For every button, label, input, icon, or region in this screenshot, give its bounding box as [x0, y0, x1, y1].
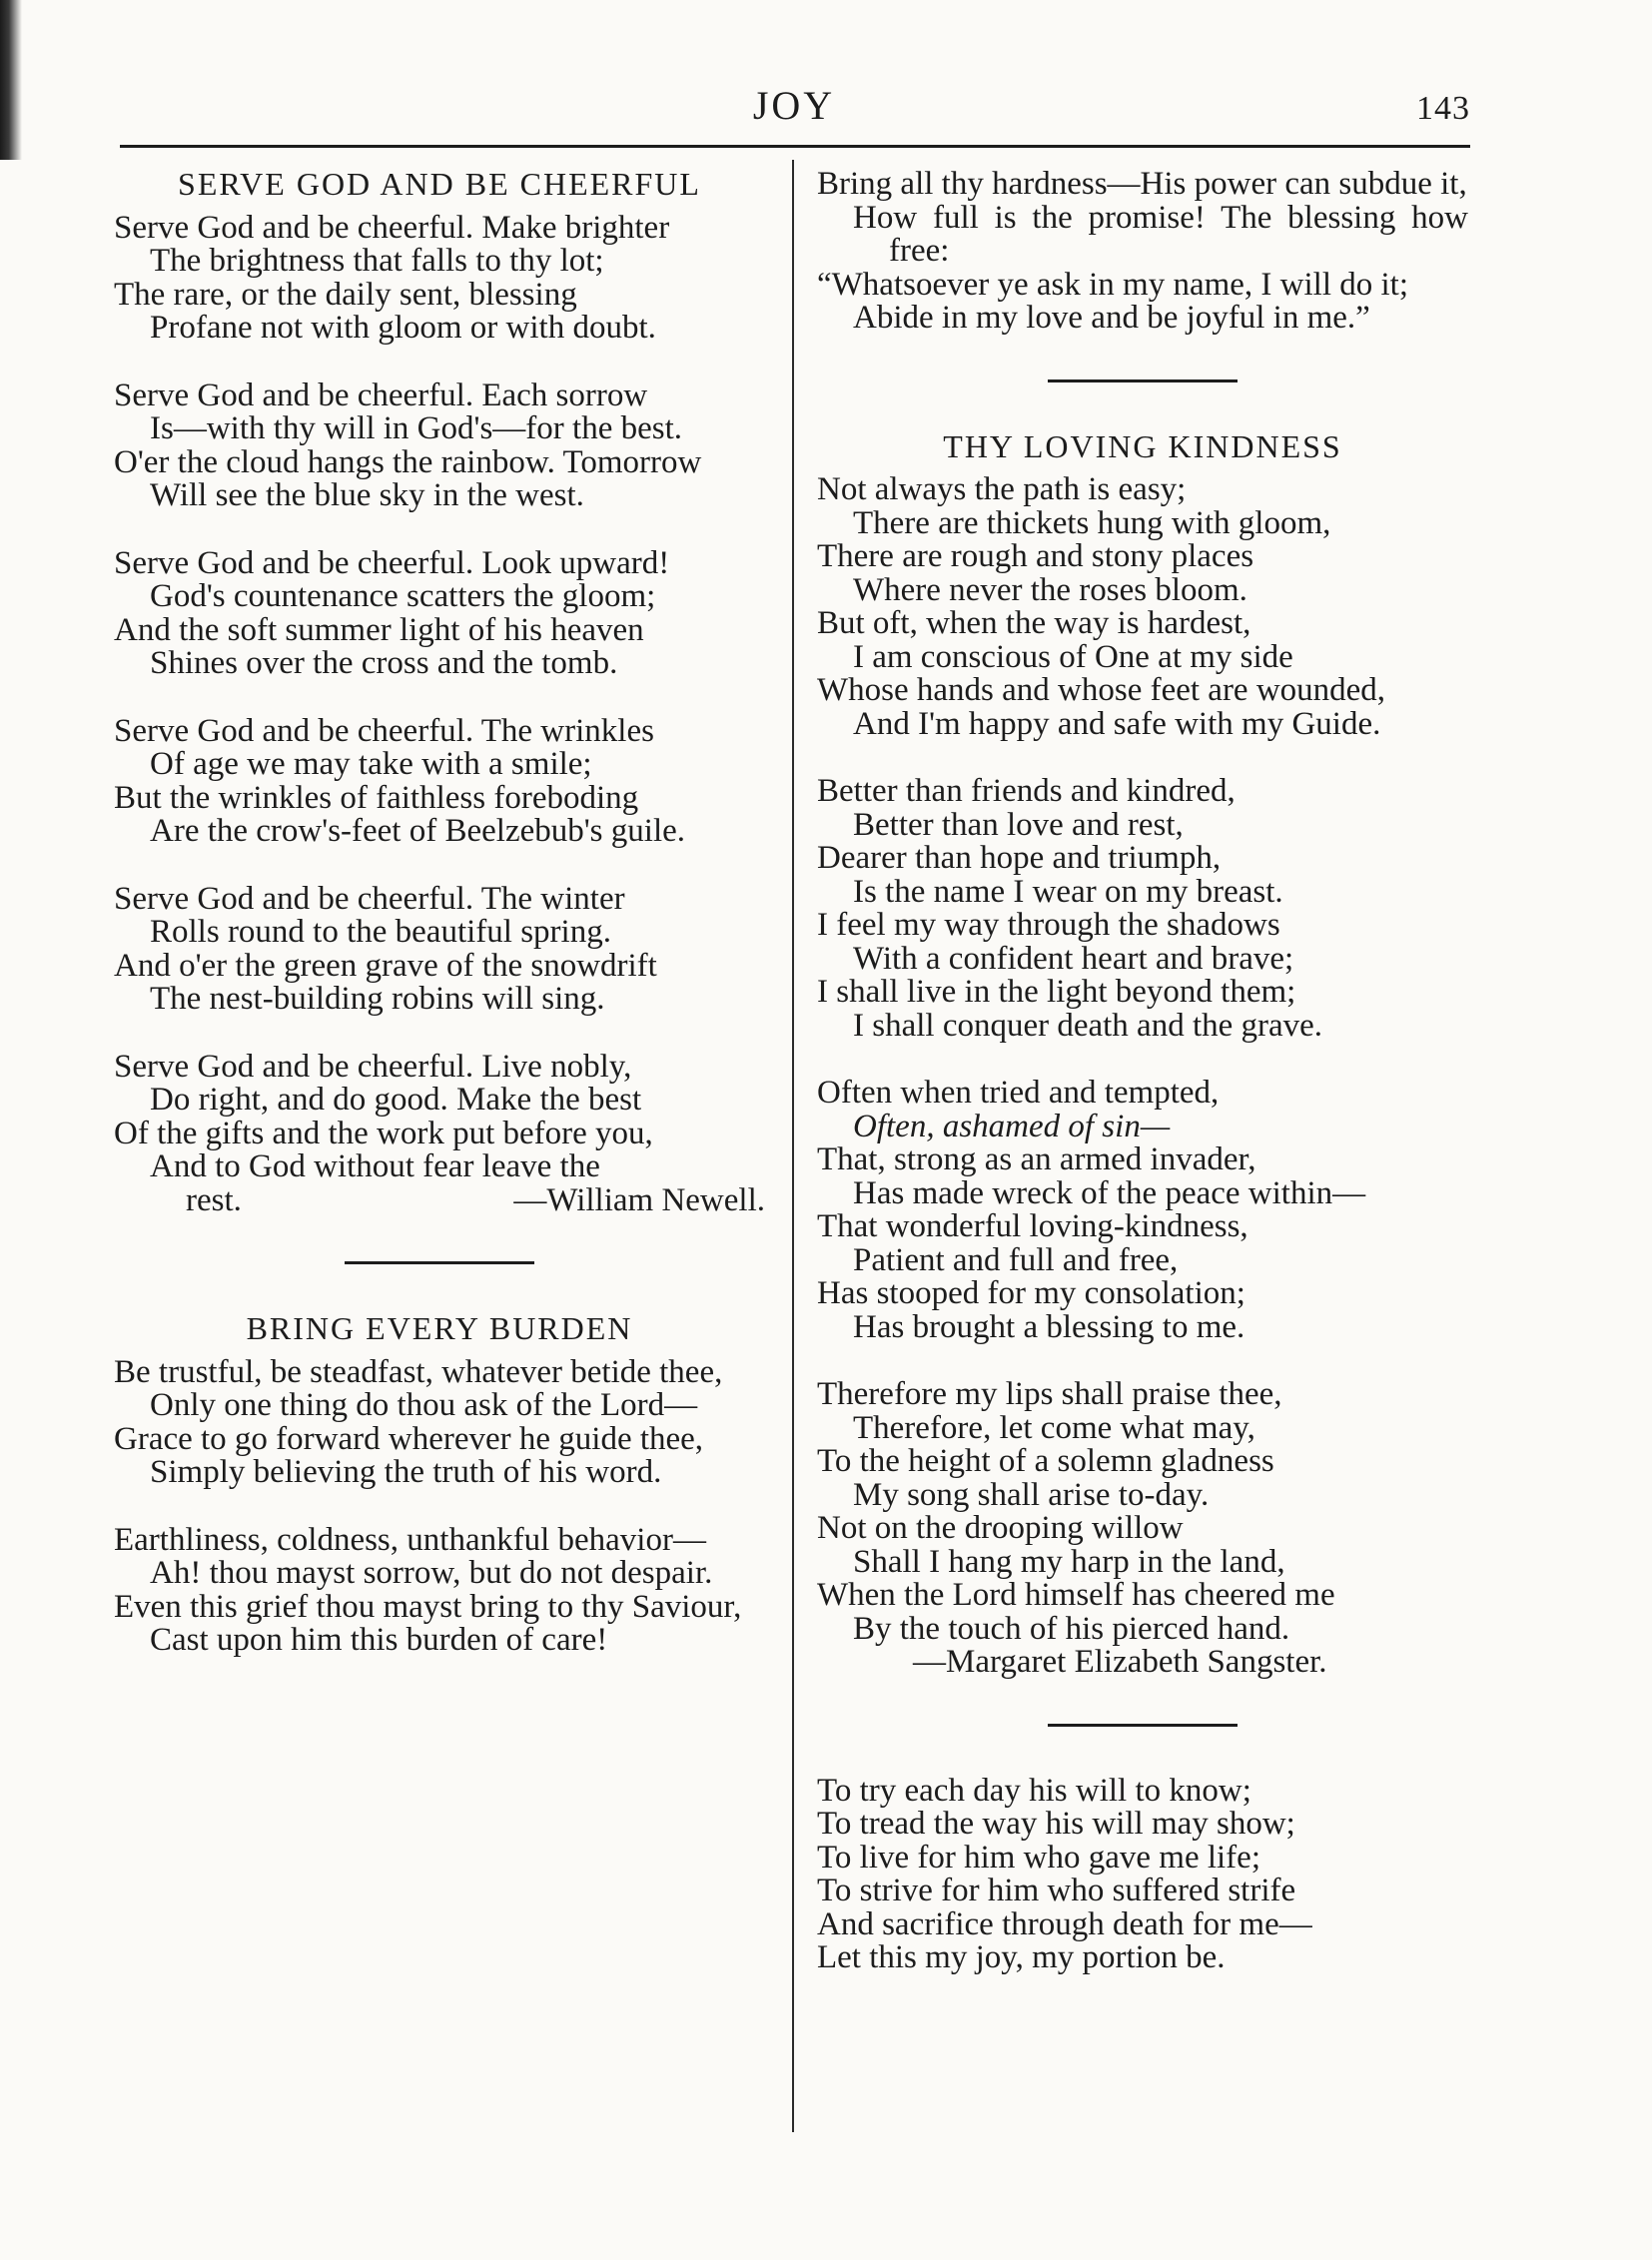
page-header [118, 82, 1470, 144]
poem-line: I shall live in the light beyond them; [817, 974, 1296, 1010]
poem-line: Of age we may take with a smile; [150, 746, 592, 782]
poem-line: To the height of a solemn gladness [817, 1443, 1274, 1479]
poem-line: Of the gifts and the work put before you, [114, 1115, 653, 1151]
book-binding-edge [0, 0, 22, 160]
poem-line: And I'm happy and safe with my Guide. [853, 705, 1381, 742]
poem-line: Serve God and be cheerful. Look upward! [114, 544, 670, 581]
stanza [114, 712, 765, 849]
poem-line: That wonderful loving-kindness, [817, 1208, 1248, 1244]
poem-line: By the touch of his pierced hand. [853, 1610, 1290, 1647]
poem-line: With a confident heart and brave; [853, 940, 1294, 977]
poem-line: “Whatsoever ye ask in my name, I will do it; [817, 266, 1409, 303]
poem-line: Dearer than hope and triumph, [817, 840, 1222, 876]
poem-line: Often, ashamed of sin— [853, 1108, 1171, 1144]
poem-line: There are thickets hung with gloom, [853, 504, 1331, 541]
poem-line: How full is the promise! The blessing how free: [853, 199, 1468, 269]
poem-line: Are the crow's-feet of Beelzebub's guile. [150, 813, 686, 849]
poem-line: Earthliness, coldness, unthankful behavior— [114, 1521, 706, 1558]
stanza [817, 775, 1468, 1043]
poem-line: And o'er the green grave of the snowdrift [114, 947, 657, 984]
poem-line: Let this my joy, my portion be. [817, 1939, 1226, 1975]
poem-line: Rolls round to the beautiful spring. [150, 914, 611, 950]
attribution: —Margaret Elizabeth Sangster. [913, 1644, 1327, 1680]
poem-line: O'er the cloud hangs the rainbow. Tomorrow [114, 443, 702, 480]
poem-line: God's countenance scatters the gloom; [150, 578, 656, 614]
poem-line: Serve God and be cheerful. Make brighter [114, 209, 670, 246]
stanza [114, 1048, 765, 1218]
poem-line: There are rough and stony places [817, 538, 1254, 574]
poem-line: Not on the drooping willow [817, 1510, 1184, 1546]
poem-line: Be trustful, be steadfast, whatever betide thee, [114, 1353, 723, 1390]
poem-line: But the wrinkles of faithless foreboding [114, 779, 639, 816]
poem-line: That, strong as an armed invader, [817, 1141, 1256, 1177]
poem-line: Has made wreck of the peace within— [853, 1174, 1366, 1211]
poem-line: Shines over the cross and the tomb. [150, 645, 618, 681]
section-divider [345, 1261, 534, 1264]
page-number: 143 [1416, 90, 1470, 127]
stanza [114, 209, 765, 346]
stanza [817, 473, 1468, 741]
left-column [114, 168, 765, 1658]
poem-line: Profane not with gloom or with doubt. [150, 310, 656, 346]
poem-line: To strive for him who suffered strife [817, 1873, 1296, 1908]
poem-line: The brightness that falls to thy lot; [150, 243, 604, 279]
running-title: JOY [752, 83, 836, 128]
poem-line: Where never the roses bloom. [853, 571, 1247, 608]
poem-line: Often when tried and tempted, [817, 1075, 1220, 1111]
poem-line: Is the name I wear on my breast. [853, 873, 1283, 910]
poem-line: I shall conquer death and the grave. [853, 1007, 1323, 1044]
poem-line: When the Lord himself has cheered me [817, 1577, 1335, 1613]
attribution: —William Newell. [513, 1181, 765, 1218]
poem-line: Grace to go forward wherever he guide thee, [114, 1420, 704, 1457]
stanza [114, 880, 765, 1017]
poem-line: And sacrifice through death for me— [817, 1905, 1312, 1942]
stanza [817, 1378, 1468, 1680]
poem-line: Therefore my lips shall praise thee, [817, 1376, 1282, 1412]
poem-line: Serve God and be cheerful. The wrinkles [114, 712, 654, 749]
section-divider [1048, 379, 1238, 382]
poem-line: Is—with thy will in God's—for the best. [150, 410, 682, 446]
poem-line: Has brought a blessing to me. [853, 1308, 1245, 1345]
poem-line: I am conscious of One at my side [853, 638, 1293, 675]
poem-line: But oft, when the way is hardest, [817, 605, 1251, 641]
poem-line: Better than love and rest, [853, 806, 1184, 843]
stanza [114, 544, 765, 681]
poem-line: Serve God and be cheerful. Each sorrow [114, 377, 648, 413]
poem-line: Simply believing the truth of his word. [150, 1454, 662, 1490]
stanza [114, 1521, 765, 1658]
poem-line: Cast upon him this burden of care! [150, 1622, 608, 1658]
poem-line: Serve God and be cheerful. Live nobly, [114, 1048, 632, 1085]
poem-title: THY LOVING KINDNESS [943, 427, 1342, 464]
poem-line: Has stooped for my consolation; [817, 1275, 1245, 1311]
poem-line: The nest-building robins will sing. [150, 981, 605, 1017]
poem-title: SERVE GOD AND BE CHEERFUL [178, 166, 701, 202]
poem-line: Patient and full and free, [853, 1241, 1179, 1278]
poem-line: To try each day his will to know; [817, 1772, 1251, 1809]
poem-line: I feel my way through the shadows [817, 907, 1280, 943]
poem-line: rest. [186, 1181, 242, 1218]
poem-line: Serve God and be cheerful. The winter [114, 880, 625, 917]
poem-line: Not always the path is easy; [817, 471, 1187, 507]
attribution-row [114, 1181, 765, 1218]
poem-line: Only one thing do thou ask of the Lord— [150, 1387, 698, 1423]
section-divider [1048, 1724, 1238, 1727]
poem-line: Better than friends and kindred, [817, 773, 1236, 809]
poem-line: Bring all thy hardness—His power can subdue it, [817, 166, 1467, 202]
column-divider [792, 160, 794, 2132]
right-column [817, 168, 1468, 1975]
poem-line: My song shall arise to-day. [853, 1476, 1210, 1513]
poem-line: And to God without fear leave the [150, 1148, 600, 1184]
poem-line: Ah! thou mayst sorrow, but do not despair. [150, 1555, 713, 1591]
poem-line: Even this grief thou mayst bring to thy Saviour, [114, 1588, 742, 1625]
poem-line: And the soft summer light of his heaven [114, 611, 644, 648]
poem-line: Abide in my love and be joyful in me.” [853, 300, 1370, 336]
stanza [817, 1077, 1468, 1344]
header-rule [120, 145, 1470, 148]
poem-line: To tread the way his will may show; [817, 1806, 1295, 1842]
poem-line: To live for him who gave me life; [817, 1839, 1260, 1876]
stanza [114, 1353, 765, 1490]
poem-title: BRING EVERY BURDEN [246, 1310, 633, 1346]
poem-line: Shall I hang my harp in the land, [853, 1543, 1285, 1580]
poem-line: Whose hands and whose feet are wounded, [817, 672, 1386, 708]
poem-line: The rare, or the daily sent, blessing [114, 276, 577, 313]
stanza [817, 168, 1468, 336]
stanza [114, 379, 765, 513]
poem-line: Do right, and do good. Make the best [150, 1082, 642, 1118]
poem-line: Will see the blue sky in the west. [150, 477, 584, 513]
poem-line: Therefore, let come what may, [853, 1409, 1255, 1446]
stanza [817, 1772, 1468, 1975]
